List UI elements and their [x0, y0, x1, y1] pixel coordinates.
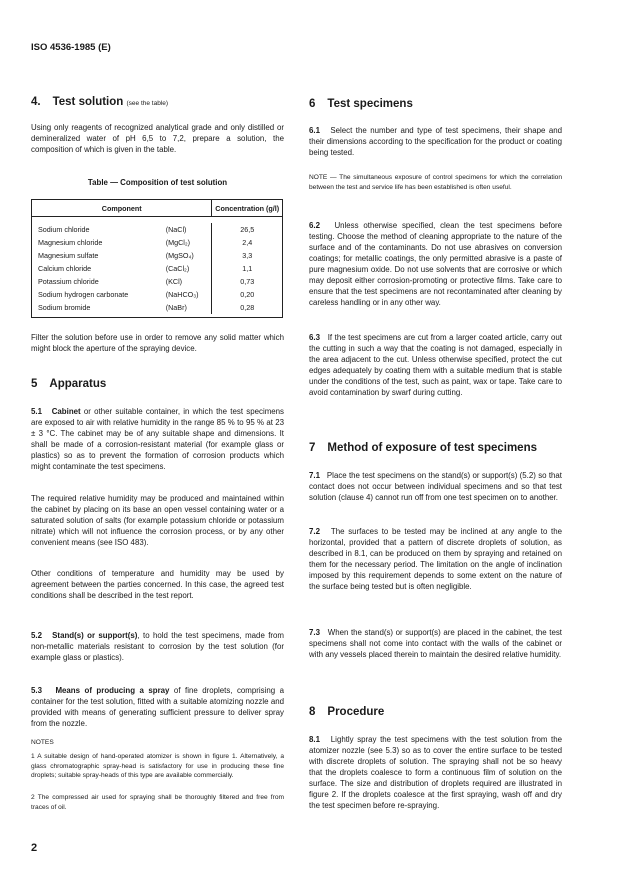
clause-8-1: [309, 734, 562, 811]
clause-number: 6.1: [309, 126, 320, 135]
section-5-heading: [31, 378, 106, 390]
header-component: Component: [32, 200, 212, 217]
clause-text: of fine droplets, comprising a container for the test solution, fitted with a suitable atomizing nozzle and provided with means of generating sufficient pressure to deliver spray from the nozzle.: [31, 686, 284, 728]
clause-number: 6.3: [309, 333, 320, 342]
clause-7-1: [309, 470, 562, 503]
component-concentration: 0,73: [212, 275, 283, 288]
component-concentration: 3,3: [212, 249, 283, 262]
clause-text: If the test specimens are cut from a larger coated article, carry out the cutting in such a way that the coating is not damaged, especially in the area adjacent to the cut. Unless otherwise specified, protect the cut edges adequately by coating them with a suitable medium that is stable under the conditions of the test, such as paint, wax or tape. Take care to avoid contamination by swarf during cutting.: [309, 333, 562, 397]
section-title: Procedure: [327, 706, 385, 718]
component-name: Sodium hydrogen carbonate: [38, 290, 129, 299]
table-row: [32, 275, 283, 288]
clause-term: Stand(s) or support(s): [52, 631, 138, 640]
section-4-heading: [31, 96, 168, 108]
clause-5-2: [31, 630, 284, 663]
clause-6-1: [309, 125, 562, 158]
clause-text: When the stand(s) or support(s) are placed in the cabinet, the test specimens shall not come into contact with the walls of the cabinet or with any vessels placed therein to maintain the desired relative humidity.: [309, 628, 562, 659]
clause-text: or other suitable container, in which the test specimens are exposed to air with relative humidity in the range 85 % to 95 % at 23 ± 3 °C. The cabinet may be of any suitable shape and dimensions. It shall be made of a corrosion-resistant material (for example glass or plastics) so as to prevent the formation of corrosion products which might contaminate the test specimens.: [31, 407, 284, 471]
section-number: 4.: [31, 96, 41, 108]
clause-term: Means of producing a spray: [55, 686, 170, 695]
component-formula: (MgCl₂): [165, 238, 191, 247]
clause-number: 5.1: [31, 407, 42, 416]
s5-paragraph-2: The required relative humidity may be produced and maintained within the cabinet by placing on its base an open vessel containing water or a saturated solution of salts (for example potassium chloride or potassium nitrate) which will not influence the corrosion process, or by any other convenient means (see ISO 483).: [31, 494, 284, 547]
component-name: Calcium chloride: [38, 264, 92, 273]
clause-7-2: [309, 526, 562, 592]
composition-table: [31, 199, 283, 318]
table-row: [32, 236, 283, 249]
component-concentration: 2,4: [212, 236, 283, 249]
component-formula: (NaCl): [165, 225, 187, 234]
component-name: Sodium bromide: [38, 303, 91, 312]
section-title: Apparatus: [49, 378, 107, 390]
clause-number: 5.2: [31, 631, 42, 640]
document-header: ISO 4536-1985 (E): [31, 42, 111, 53]
clause-text: The surfaces to be tested may be inclined at any angle to the horizontal, provided that a pattern of discrete droplets of solution, as described in 8.1, can be produced on them by spraying and retained on them for the necessary period. The limitation on the angle of inclination imposed by this requirement depends to some extent on the nature of the surface being tested but is often negligible.: [309, 527, 562, 591]
section-title: Method of exposure of test specimens: [327, 442, 538, 454]
component-concentration: 26,5: [212, 223, 283, 236]
clause-number: 5.3: [31, 686, 42, 695]
clause-number: 6.2: [309, 221, 320, 230]
section-number: 5: [31, 378, 38, 390]
table-row: [32, 223, 283, 236]
clause-text: Lightly spray the test specimens with the test solution from the atomizer nozzle (see 5.3) so as to cover the entire surface to be tested with discrete droplets of solution. The spraying shall not be so heavy that the droplets coalesce to form a continuous film of solution on the surface. The size and distribution of droplets required are illustrated in figure 2. If the droplets coalesce at the first spraying, wash off and dry the test specimen before re-spraying.: [309, 735, 562, 810]
table-row: [32, 288, 283, 301]
component-concentration: 0,20: [212, 288, 283, 301]
component-formula: (CaCl₂): [165, 264, 190, 273]
clause-6-2: [309, 220, 562, 308]
clause-text: Place the test specimens on the stand(s) or support(s) (5.2) so that contact does not occur between individual specimens and so that test solution (clause 4) cannot run off from one test specimen on to another.: [309, 471, 562, 502]
clause-5-1: [31, 406, 284, 472]
component-formula: (KCl): [165, 277, 183, 286]
clause-text: , to hold the test specimens, made from non-metallic materials resistant to corrosion by the test solution (for example glass or plastics).: [31, 631, 285, 662]
clause-5-3: [31, 685, 284, 729]
section-8-heading: [309, 706, 384, 718]
component-name: Magnesium chloride: [38, 238, 103, 247]
section-number: 8: [309, 706, 316, 718]
component-name: Sodium chloride: [38, 225, 90, 234]
s4-paragraph: Using only reagents of recognized analytical grade and only distilled or demineralized water of pH 6,5 to 7,2, prepare a solution, the composition of which is given in the table.: [31, 123, 284, 154]
table-header-row: [32, 200, 283, 217]
component-formula: (MgSO₄): [165, 251, 194, 260]
clause-term: Cabinet: [51, 407, 81, 416]
clause-6-3: [309, 332, 562, 398]
clause-number: 7.1: [309, 471, 320, 480]
section-number: 6: [309, 98, 316, 110]
table-title: Table — Composition of test solution: [87, 178, 228, 187]
page-number: 2: [31, 842, 38, 854]
clause-7-3: [309, 627, 562, 660]
clause-number: 7.2: [309, 527, 320, 536]
component-formula: (NaBr): [165, 303, 187, 312]
section-7-heading: [309, 442, 537, 454]
clause-number: 8.1: [309, 735, 320, 744]
notes-title: NOTES: [31, 739, 54, 746]
header-concentration: Concentration (g/l): [212, 200, 283, 217]
clause-text: Unless otherwise specified, clean the test specimens before testing. Choose the method of cleaning appropriate to the nature of the surface and of the contaminants. Do not use abrasives on conversion coatings; for metallic coatings, the only permitted abrasive is a paste of pure magnesium oxide. Do not use solvents that are corrosive or which may deposit either corrosion-promoting or protective films. Take care to ensure that the test specimens are not recontaminated after cleaning by careless handling or in any other way.: [309, 221, 563, 307]
section-note: (see the table): [126, 100, 169, 107]
table-row: [32, 301, 283, 314]
filter-paragraph: Filter the solution before use in order to remove any solid matter which might block the aperture of the spraying device.: [31, 333, 284, 353]
component-concentration: 1,1: [212, 262, 283, 275]
table-row: [32, 249, 283, 262]
section-title: Test specimens: [327, 98, 413, 110]
table-row: [32, 262, 283, 275]
component-formula: (NaHCO₃): [165, 290, 199, 299]
section-title: Test solution: [52, 96, 124, 108]
component-name: Magnesium sulfate: [38, 251, 99, 260]
section-6-heading: [309, 98, 413, 110]
s5-paragraph-3: Other conditions of temperature and humidity may be used by agreement between the parties concerned. In this case, the agreed test conditions shall be described in the test report.: [31, 569, 284, 600]
clause-text: Select the number and type of test specimens, their shape and their dimensions according to the specification for the product or coating being tested.: [309, 126, 562, 157]
clause-number: 7.3: [309, 628, 320, 637]
note-1: 1 A suitable design of hand-operated atomizer is shown in figure 1. Alternatively, a glass chromatographic spray-head is satisfactory for use in producing these fine droplets; suitable spray-heads of this type are available commercially.: [31, 753, 284, 780]
component-name: Potassium chloride: [38, 277, 99, 286]
note-6: NOTE — The simultaneous exposure of control specimens for which the correlation between the test and service life has been established is often useful.: [309, 174, 562, 191]
section-number: 7: [309, 442, 316, 454]
note-2: 2 The compressed air used for spraying shall be thoroughly filtered and free from traces of oil.: [31, 794, 284, 811]
component-concentration: 0,28: [212, 301, 283, 314]
